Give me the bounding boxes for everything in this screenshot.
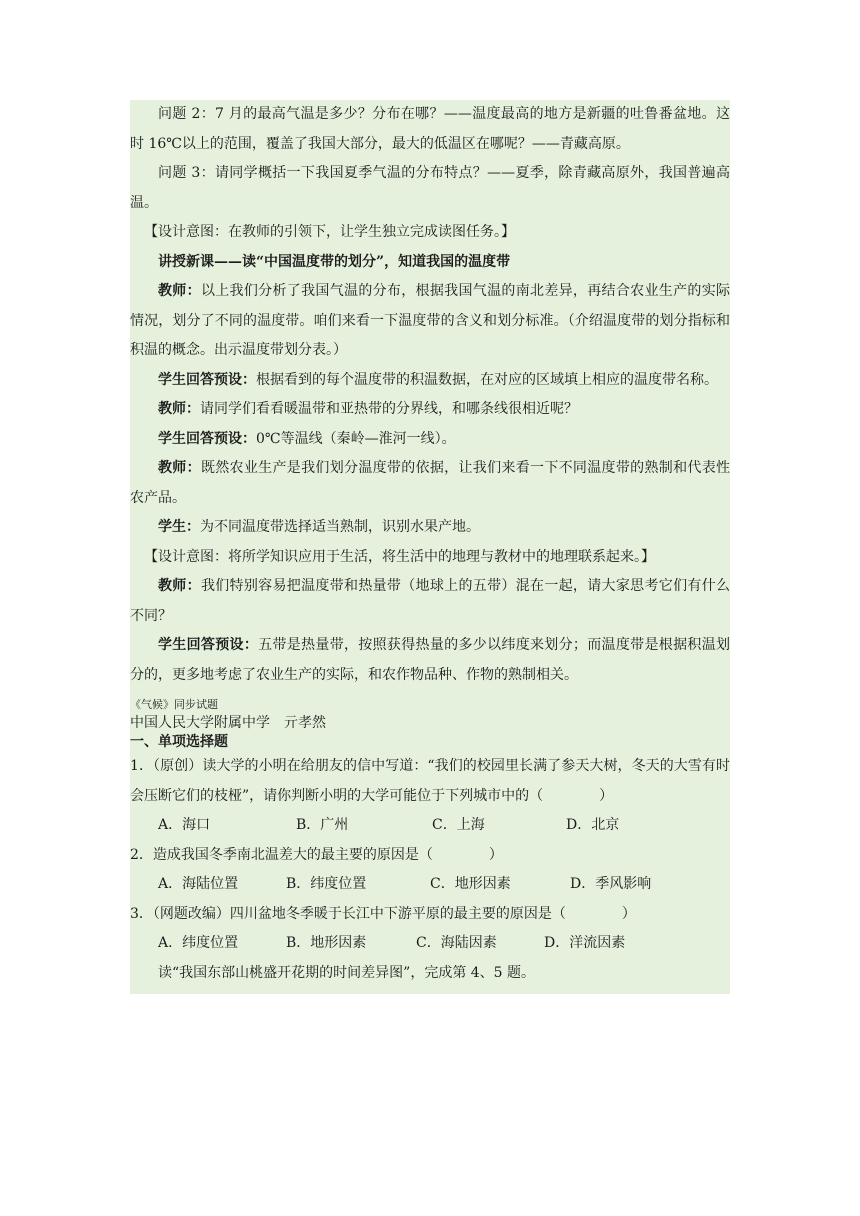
teacher-paragraph-4 — [130, 572, 730, 631]
student-label: 学生回答预设： — [158, 371, 256, 388]
student-paragraph-2 — [130, 425, 730, 455]
teacher-paragraph-1 — [130, 277, 730, 366]
student-label: 学生回答预设： — [158, 637, 259, 653]
teacher-paragraph-3 — [130, 454, 730, 513]
lesson-heading: 讲授新课——读“中国温度带的划分”，知道我国的温度带 — [158, 253, 511, 270]
student-label: 学生回答预设： — [158, 430, 256, 447]
question-4-5-intro: 读“我国东部山桃盛开花期的时间差异图”，完成第 4、5 题。 — [158, 964, 536, 981]
student-text: 0℃等温线（秦岭—淮河一线）。 — [256, 430, 456, 447]
teacher-label: 教师： — [158, 283, 201, 299]
teacher-paragraph-2 — [130, 395, 730, 425]
student-text: 为不同温度带选择适当熟制，识别水果产地。 — [200, 519, 480, 535]
teacher-label: 教师： — [158, 578, 201, 594]
question-1: 1．（原创）读大学的小明在给朋友的信中写道：“我们的校园里长满了参天大树，冬天的大雪有时会压断它们的枝桠”，请你判断小明的大学可能位于下列城市中的（ ） — [130, 758, 730, 804]
lesson-question-3: 问题 3：请同学概括一下我国夏季气温的分布特点？——夏季，除青藏高原外，我国普遍高温。 — [130, 165, 730, 211]
teacher-label: 教师： — [158, 460, 201, 476]
student-paragraph-1 — [130, 366, 730, 396]
student-text: 根据看到的每个温度带的积温数据，在对应的区域填上相应的温度带名称。 — [256, 371, 718, 388]
student-label: 学生： — [158, 519, 200, 535]
document-page — [130, 100, 730, 994]
teacher-text: 既然农业生产是我们划分温度带的依据，让我们来看一下不同温度带的熟制和代表性农产品。 — [130, 460, 731, 506]
option-c: C．地形因素 — [430, 876, 511, 892]
option-c: C．上海 — [432, 817, 485, 833]
option-b: B．广州 — [296, 817, 349, 833]
option-d: D．季风影响 — [570, 876, 652, 892]
section-heading: 一、单项选择题 — [130, 734, 228, 750]
option-a: A．海口 — [158, 817, 211, 833]
question-1-options — [130, 811, 730, 841]
design-intent-1: 【设计意图：在教师的引领下，让学生独立完成读图任务。】 — [144, 224, 515, 240]
option-a: A．海陆位置 — [158, 876, 239, 892]
teacher-text: 以上我们分析了我国气温的分布，根据我国气温的南北差异，再结合农业生产的实际情况，划分了不同的温度带。咱们来看一下温度带的含义和划分标准。（介绍温度带的划分指标和积温的概念。出示温度带划分表。） — [130, 283, 731, 358]
teacher-text: 请同学们看看暖温带和亚热带的分界线，和哪条线很相近呢？ — [200, 401, 578, 417]
option-c: C．海陆因素 — [416, 935, 497, 951]
option-d: D．北京 — [566, 817, 620, 833]
student-paragraph-4 — [130, 631, 730, 690]
quiz-author: 中国人民大学附属中学 亓孝然 — [130, 715, 326, 731]
teacher-label: 教师： — [158, 401, 200, 417]
question-2: 2．造成我国冬季南北温差大的最主要的原因是（ ） — [130, 846, 503, 863]
student-paragraph-3 — [130, 513, 730, 543]
student-text: 五带是热量带，按照获得热量的多少以纬度来划分；而温度带是根据积温划分的，更多地考虑了农业生产的实际，和农作物品种、作物的熟制相关。 — [130, 637, 731, 683]
option-a: A．纬度位置 — [158, 935, 239, 951]
option-b: B．纬度位置 — [286, 876, 367, 892]
quiz-title: 《气候》同步试题 — [130, 698, 218, 711]
option-b: B．地形因素 — [286, 935, 367, 951]
lesson-question-2: 问题 2：7 月的最高气温是多少？分布在哪？——温度最高的地方是新疆的吐鲁番盆地。这时 16℃以上的范围，覆盖了我国大部分，最大的低温区在哪呢？——青藏高原。 — [130, 106, 730, 152]
question-3: 3．（网题改编）四川盆地冬季暖于长江中下游平原的最主要的原因是（ ） — [130, 905, 636, 922]
question-3-options — [130, 929, 730, 959]
question-2-options — [130, 870, 730, 900]
option-d: D．洋流因素 — [544, 935, 626, 951]
design-intent-2: 【设计意图：将所学知识应用于生活，将生活中的地理与教材中的地理联系起来。】 — [144, 548, 655, 565]
teacher-text: 我们特别容易把温度带和热量带（地球上的五带）混在一起，请大家思考它们有什么不同？ — [130, 578, 731, 624]
